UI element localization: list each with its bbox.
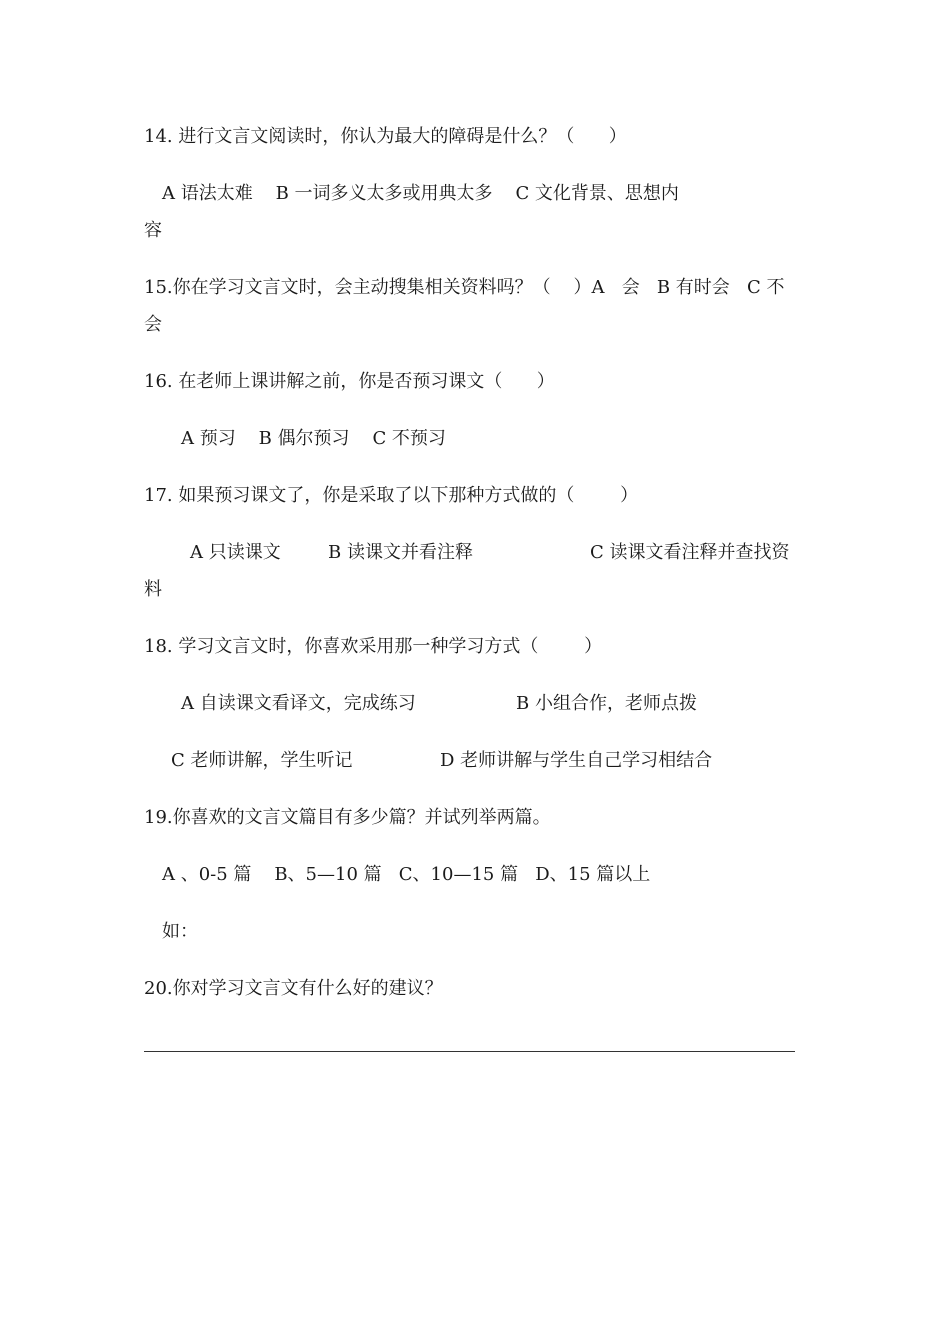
question-stem: 在老师上课讲解之前，你是否预习课文（ ） xyxy=(178,371,555,392)
question-14-options: A 语法太难 B 一词多义太多或用典太多 C 文化背景、思想内 xyxy=(162,183,679,204)
question-18-option-a: A 自读课文看译文，完成练习 xyxy=(181,693,416,714)
question-17-option-b: B 读课文并看注释 xyxy=(328,542,473,563)
question-19 xyxy=(144,799,551,837)
question-stem: 进行文言文阅读时，你认为最大的障碍是什么？（ ） xyxy=(178,126,627,147)
question-18 xyxy=(144,628,602,666)
question-18-option-b: B 小组合作，老师点拨 xyxy=(516,693,697,714)
question-stem: 你在学习文言文时，会主动搜集相关资料吗？（ ）A 会 B 有时会 C 不 xyxy=(172,277,785,298)
question-number: 20. xyxy=(144,978,173,999)
question-number: 15. xyxy=(144,277,173,298)
question-number: 18. xyxy=(144,636,173,657)
answer-line xyxy=(144,1051,795,1052)
question-17-option-c: C 读课文看注释并查找资 xyxy=(590,542,790,563)
question-number: 16. xyxy=(144,371,173,392)
question-19-options: A 、0-5 篇 B、5—10 篇 C、10—15 篇 D、15 篇以上 xyxy=(162,864,651,885)
question-17-option-a: A 只读课文 xyxy=(190,542,281,563)
question-stem: 如果预习课文了，你是采取了以下那种方式做的（ ） xyxy=(178,485,639,506)
question-number: 17. xyxy=(144,485,173,506)
question-18-option-c: C 老师讲解，学生听记 xyxy=(171,750,353,771)
question-14 xyxy=(144,118,627,156)
question-16-options: A 预习 B 偶尔预习 C 不预习 xyxy=(181,428,446,449)
question-17 xyxy=(144,477,638,515)
question-14-options-wrap: 容 xyxy=(144,220,162,241)
question-20 xyxy=(144,970,443,1008)
question-stem: 你对学习文言文有什么好的建议？ xyxy=(172,978,443,999)
question-18-option-d: D 老师讲解与学生自己学习相结合 xyxy=(440,750,713,771)
question-15-wrap: 会 xyxy=(144,314,162,335)
question-19-example-label: 如： xyxy=(162,921,198,942)
question-stem: 学习文言文时，你喜欢采用那一种学习方式（ ） xyxy=(178,636,603,657)
question-number: 19. xyxy=(144,807,173,828)
question-17-options-wrap: 料 xyxy=(144,579,162,600)
question-stem: 你喜欢的文言文篇目有多少篇？并试列举两篇。 xyxy=(172,807,551,828)
question-15 xyxy=(144,269,784,307)
question-16 xyxy=(144,363,555,401)
question-number: 14. xyxy=(144,126,173,147)
